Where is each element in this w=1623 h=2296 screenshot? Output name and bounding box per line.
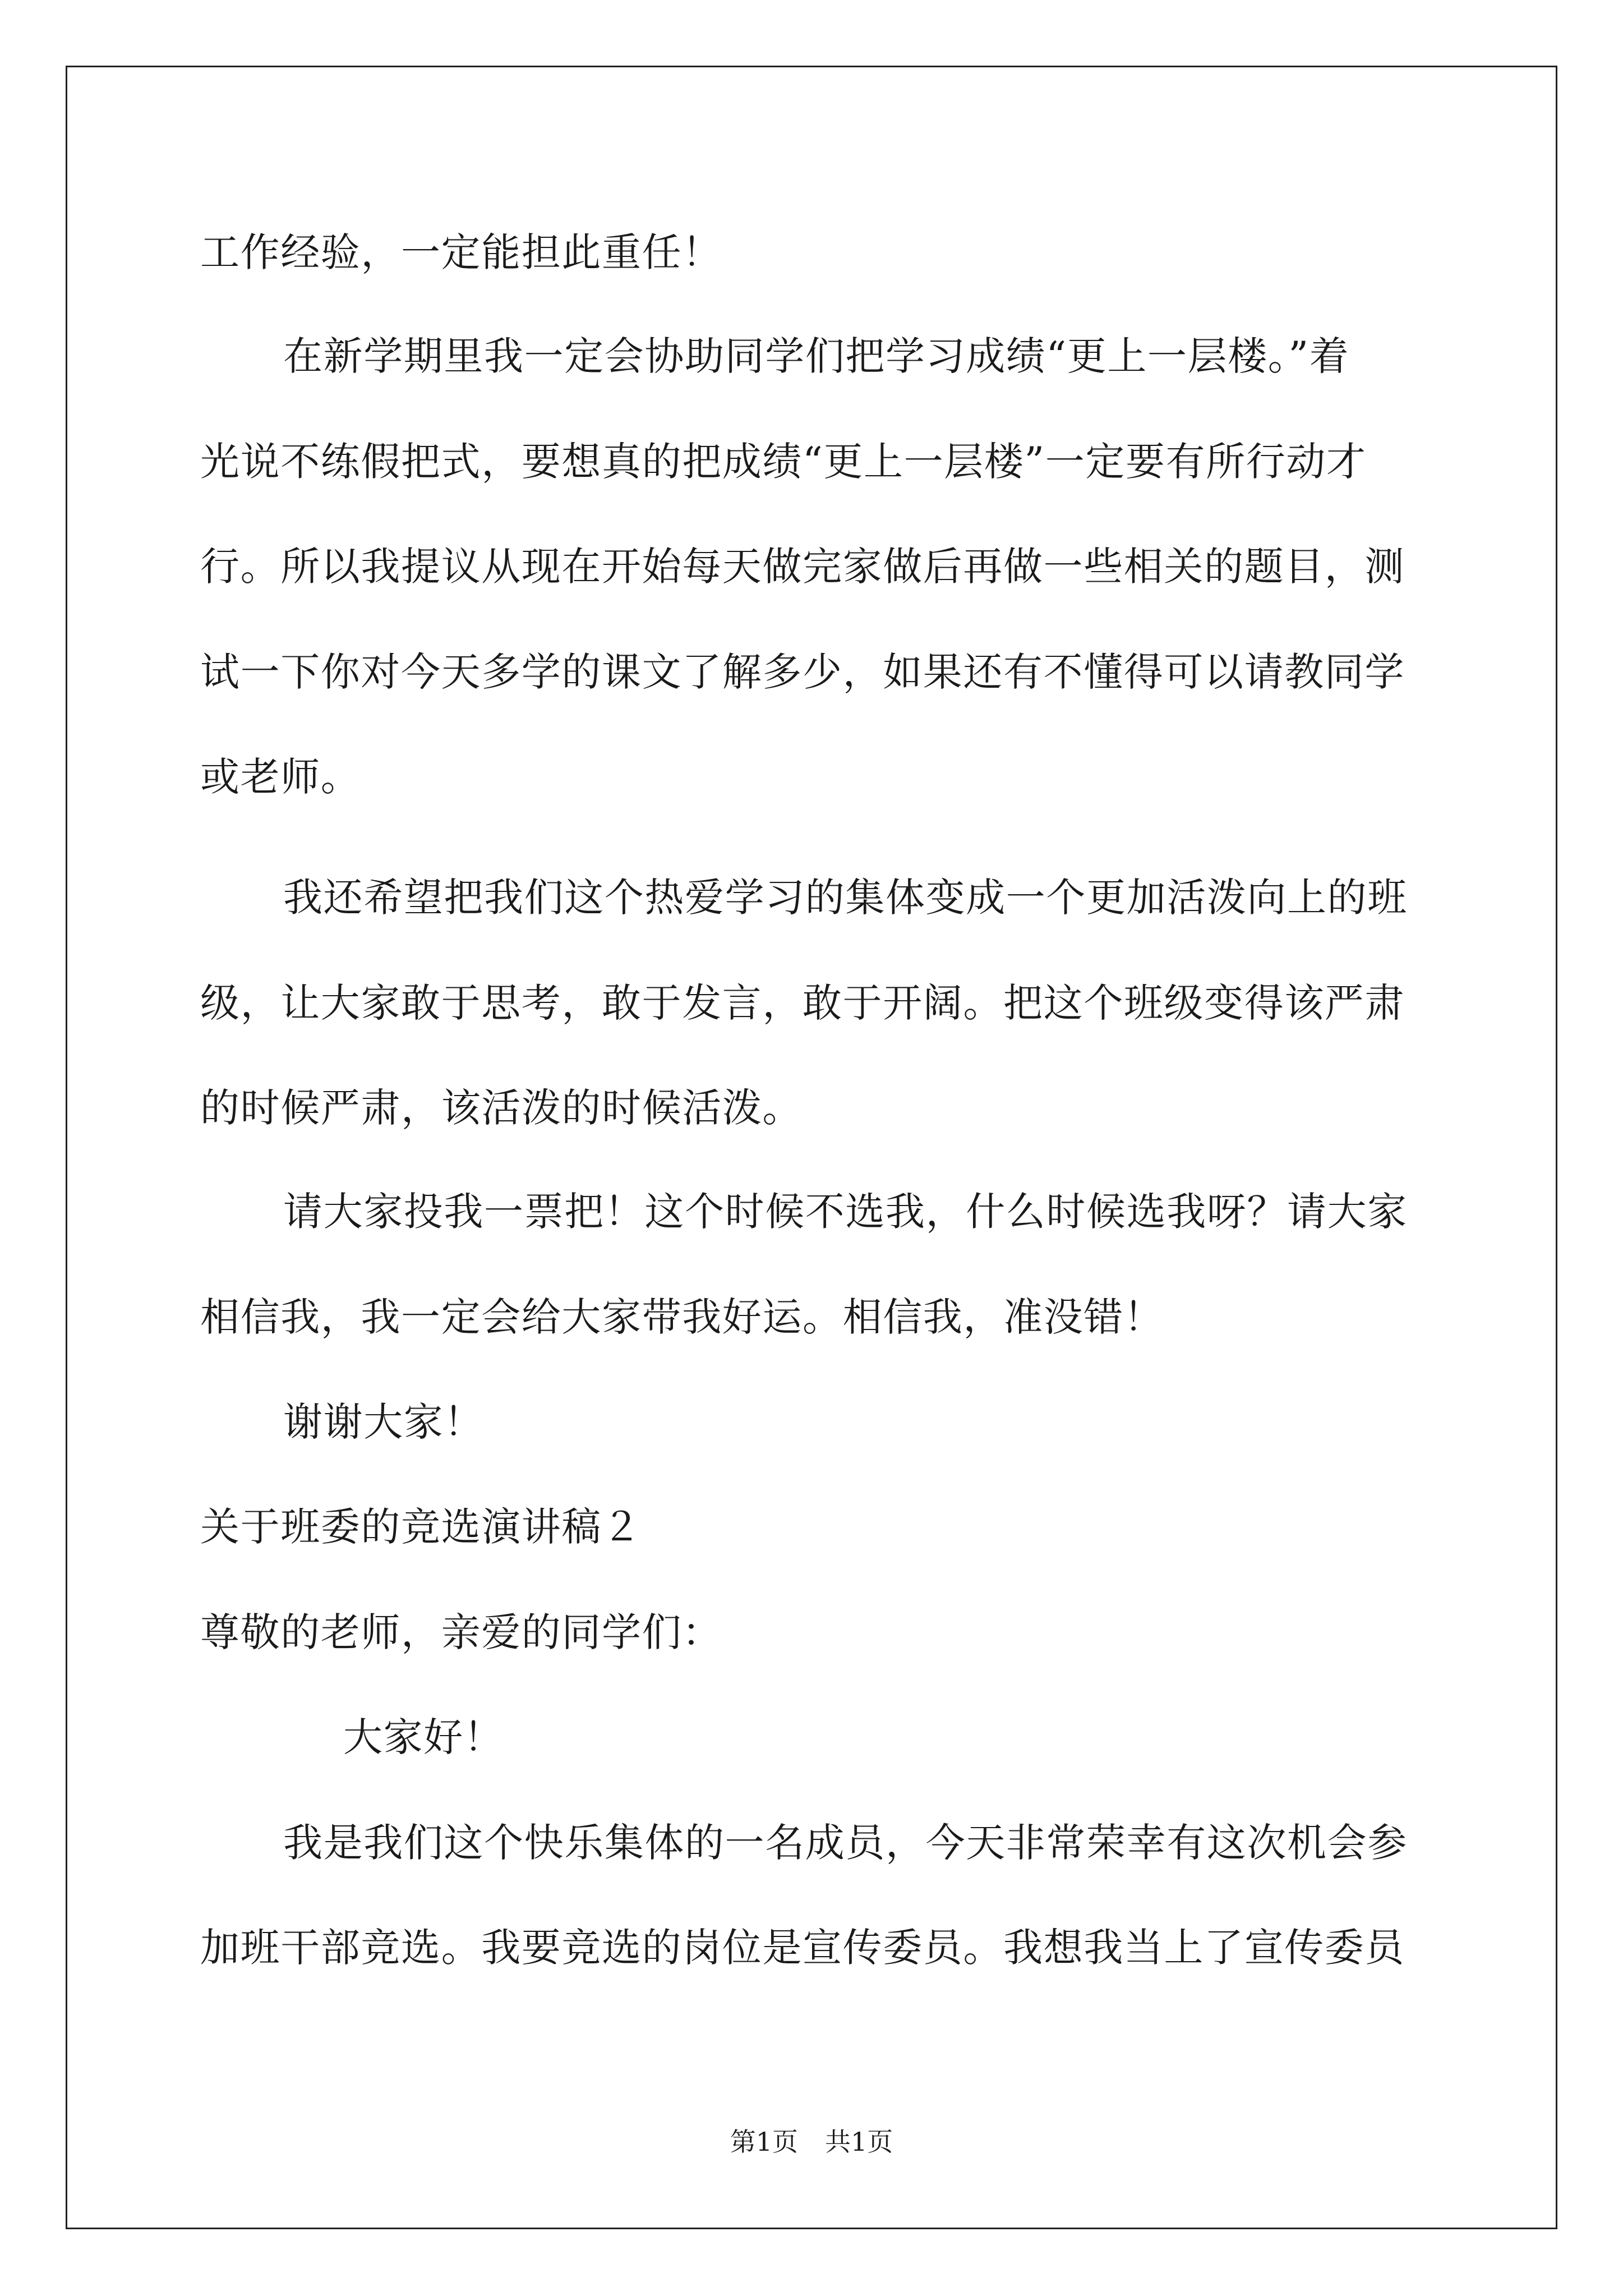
page-footer [0, 2125, 1623, 2159]
paragraph-line: 光说不练假把式，要想真的把成绩“更上一层楼”一定要有所行动才 [200, 439, 1367, 485]
salutation: 尊敬的老师，亲爱的同学们： [200, 1609, 722, 1655]
page-border [66, 66, 1557, 2229]
page-number: 第1页 [730, 2127, 798, 2157]
paragraph-line: 工作经验，一定能担此重任！ [200, 229, 722, 275]
paragraph-line: 谢谢大家！ [283, 1399, 484, 1445]
greeting: 大家好！ [343, 1714, 504, 1760]
section-heading: 关于班委的竞选演讲稿２ [200, 1504, 642, 1550]
paragraph-line: 我还希望把我们这个热爱学习的集体变成一个更加活泼向上的班 [283, 875, 1408, 921]
paragraph-line: 相信我，我一定会给大家带我好运。相信我，准没错！ [200, 1294, 1164, 1340]
paragraph-line: 级，让大家敢于思考，敢于发言，敢于开阔。把这个班级变得该严肃 [200, 980, 1405, 1026]
page-count: 共1页 [825, 2127, 893, 2157]
paragraph-line: 请大家投我一票把！这个时候不选我，什么时候选我呀？请大家 [283, 1189, 1408, 1235]
paragraph-line: 我是我们这个快乐集体的一名成员，今天非常荣幸有这次机会参 [283, 1820, 1408, 1866]
paragraph-line: 加班干部竞选。我要竞选的岗位是宣传委员。我想我当上了宣传委员 [200, 1925, 1405, 1971]
paragraph-line: 行。所以我提议从现在开始每天做完家做后再做一些相关的题目，测 [200, 544, 1405, 590]
paragraph-line: 试一下你对今天多学的课文了解多少，如果还有不懂得可以请教同学 [200, 649, 1405, 695]
paragraph-line: 的时候严肃，该活泼的时候活泼。 [200, 1085, 803, 1131]
paragraph-line: 在新学期里我一定会协助同学们把学习成绩“更上一层楼。”着 [283, 333, 1350, 379]
paragraph-line: 或老师。 [200, 754, 361, 800]
